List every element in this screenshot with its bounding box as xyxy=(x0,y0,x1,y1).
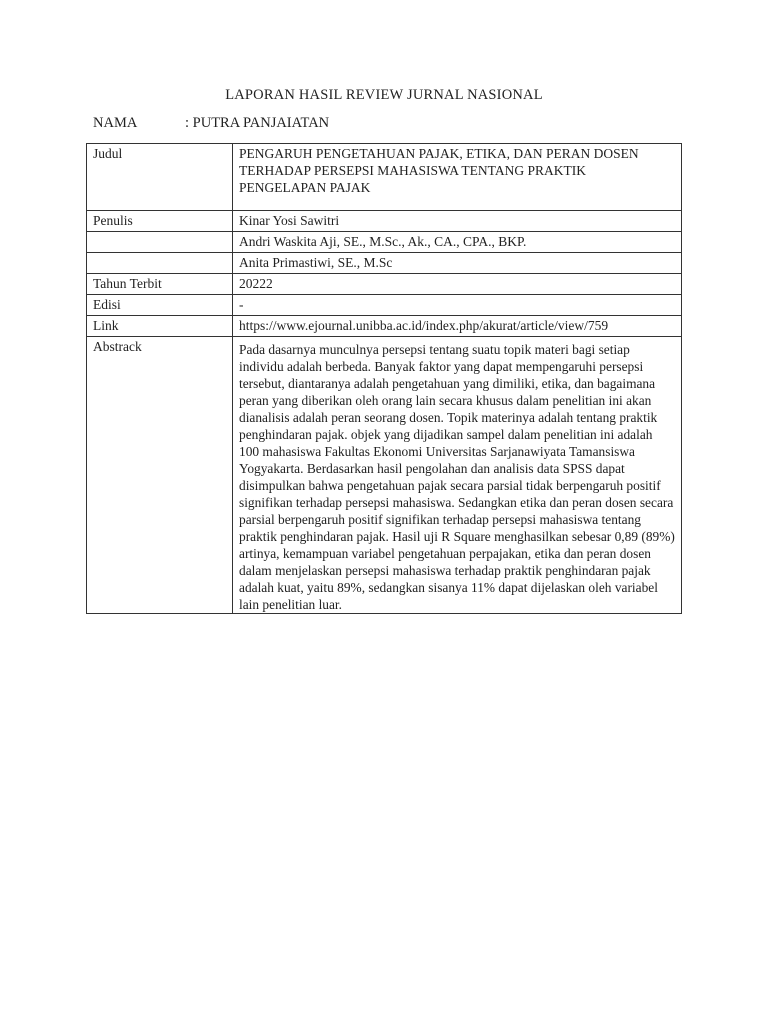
table-row-penulis-3 xyxy=(87,253,682,274)
link-value: https://www.ejournal.unibba.ac.id/index.php/akurat/article/view/759 xyxy=(233,316,682,337)
table-row-edisi xyxy=(87,295,682,316)
tahun-label: Tahun Terbit xyxy=(87,274,233,295)
penulis-value-3: Anita Primastiwi, SE., M.Sc xyxy=(233,253,682,274)
table-row-penulis-1 xyxy=(87,211,682,232)
empty-cell xyxy=(87,232,233,253)
abstract-cell xyxy=(233,337,682,614)
nama-label: NAMA xyxy=(93,115,138,131)
penulis-value-1: Kinar Yosi Sawitri xyxy=(233,211,682,232)
nama-value: : PUTRA PANJAIATAN xyxy=(185,115,330,131)
judul-label: Judul xyxy=(87,144,233,211)
abstract-text: Pada dasarnya munculnya persepsi tentang suatu topik materi bagi setiap individu adalah berbeda. Banyak faktor yang dapat mempengaruhi persepsi tersebut, diantaranya adalah pengetahuan yang dimiliki, etika, dan bagaimana peran yang diberikan oleh orang lain secara khusus dalam penelitian ini akan dianalisis adalah peran seorang dosen. Topik materinya adalah tentang praktik penghindaran pajak. objek yang dijadikan sampel dalam penelitian ini adalah 100 mahasiswa Fakultas Ekonomi Universitas Sarjanawiyata Tamansiswa Yogyakarta. Berdasarkan hasil pengolahan dan analisis data SPSS dapat disimpulkan bahwa pengetahuan pajak secara parsial tidak berpengaruh positif signifikan terhadap persepsi mahasiswa. Sedangkan etika dan peran dosen secara parsial berpengaruh positif signifikan terhadap persepsi mahasiswa tentang praktik penghindaran pajak. Hasil uji R Square menghasilkan sebesar 0,89 (89%) artinya, kemampuan variabel pengetahuan perpajakan, etika dan peran dosen dalam menjelaskan persepsi mahasiswa terhadap praktik penghindaran pajak adalah kuat, yaitu 89%, sedangkan sisanya 11% dapat dijelaskan oleh variabel lain penelitian luar. xyxy=(239,342,675,612)
document-title: LAPORAN HASIL REVIEW JURNAL NASIONAL xyxy=(225,87,543,103)
table-row-penulis-2 xyxy=(87,232,682,253)
nama-row xyxy=(93,115,329,132)
penulis-label: Penulis xyxy=(87,211,233,232)
penulis-value-2: Andri Waskita Aji, SE., M.Sc., Ak., CA., CPA., BKP. xyxy=(233,232,682,253)
table-row-abstract xyxy=(87,337,682,614)
table-row-judul xyxy=(87,144,682,211)
link-label: Link xyxy=(87,316,233,337)
edisi-label: Edisi xyxy=(87,295,233,316)
edisi-value: - xyxy=(233,295,682,316)
tahun-value: 20222 xyxy=(233,274,682,295)
table-row-tahun xyxy=(87,274,682,295)
table-row-link xyxy=(87,316,682,337)
abstract-label: Abstrack xyxy=(87,337,233,614)
empty-cell xyxy=(87,253,233,274)
judul-value: PENGARUH PENGETAHUAN PAJAK, ETIKA, DAN PERAN DOSEN TERHADAP PERSEPSI MAHASISWA TENTANG PRAKTIK PENGELAPAN PAJAK xyxy=(233,144,682,211)
review-table xyxy=(86,143,682,614)
